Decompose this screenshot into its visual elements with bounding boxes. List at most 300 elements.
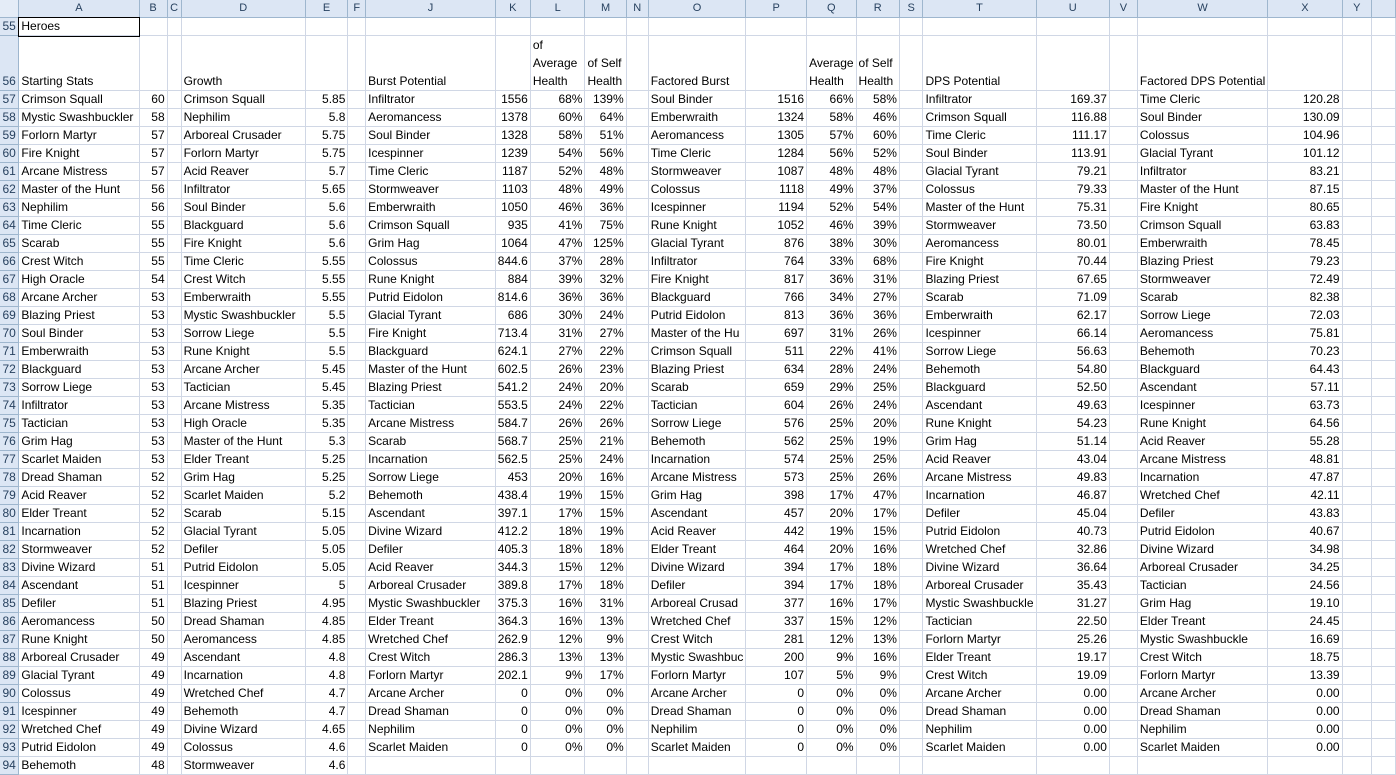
cell[interactable]	[1109, 469, 1137, 487]
hero-name-cell[interactable]: Elder Treant	[366, 613, 496, 631]
cell[interactable]	[348, 235, 366, 253]
hero-name-cell[interactable]: Crimson Squall	[181, 91, 305, 109]
cell[interactable]	[167, 595, 181, 613]
burst-value-cell[interactable]: 686	[495, 307, 530, 325]
cell[interactable]	[167, 703, 181, 721]
hero-name-cell[interactable]: Time Cleric	[181, 253, 305, 271]
factored-burst-value-cell[interactable]: 576	[746, 415, 807, 433]
hero-name-cell[interactable]: Blackguard	[923, 379, 1036, 397]
cell[interactable]	[1268, 18, 1342, 36]
burst-value-cell[interactable]	[495, 757, 530, 775]
percent-self-health-cell[interactable]: 0%	[585, 685, 626, 703]
percent-self-health-cell[interactable]: 0%	[856, 739, 899, 757]
cell[interactable]	[899, 235, 923, 253]
hero-name-cell[interactable]: Rune Knight	[648, 217, 746, 235]
starting-stat-cell[interactable]: 54	[139, 271, 167, 289]
growth-value-cell[interactable]: 4.8	[305, 649, 348, 667]
cell[interactable]	[1342, 649, 1371, 667]
growth-value-cell[interactable]: 5.75	[305, 145, 348, 163]
hero-name-cell[interactable]: Dread Shaman	[366, 703, 496, 721]
hero-name-cell[interactable]: Arcane Mistress	[1137, 451, 1267, 469]
cell[interactable]	[626, 523, 648, 541]
growth-value-cell[interactable]: 5.35	[305, 415, 348, 433]
factored-burst-value-cell[interactable]: 604	[746, 397, 807, 415]
column-header-x[interactable]: X	[1268, 0, 1342, 18]
growth-value-cell[interactable]: 5.7	[305, 163, 348, 181]
factored-burst-value-cell[interactable]: 394	[746, 559, 807, 577]
cell[interactable]	[1342, 613, 1371, 631]
cell[interactable]	[899, 271, 923, 289]
row-header[interactable]: 56	[0, 36, 19, 91]
percent-self-health-cell[interactable]: 26%	[856, 325, 899, 343]
starting-stat-cell[interactable]: 55	[139, 217, 167, 235]
cell[interactable]	[1109, 721, 1137, 739]
percent-self-health-cell[interactable]: 36%	[585, 289, 626, 307]
cell[interactable]	[1109, 343, 1137, 361]
factored-burst-value-cell[interactable]: 764	[746, 253, 807, 271]
starting-stat-cell[interactable]: 49	[139, 703, 167, 721]
hero-name-cell[interactable]: Crest Witch	[923, 667, 1036, 685]
hero-name-cell[interactable]: Stormweaver	[923, 217, 1036, 235]
growth-value-cell[interactable]: 5.75	[305, 127, 348, 145]
growth-value-cell[interactable]: 5.6	[305, 235, 348, 253]
hero-name-cell[interactable]: Blazing Priest	[19, 307, 139, 325]
percent-avg-health-cell[interactable]: 18%	[530, 523, 585, 541]
hero-name-cell[interactable]: Dread Shaman	[648, 703, 746, 721]
cell[interactable]	[899, 289, 923, 307]
row-header[interactable]: 73	[0, 379, 19, 397]
percent-avg-health-cell[interactable]: 31%	[807, 325, 856, 343]
starting-stat-cell[interactable]: 53	[139, 343, 167, 361]
cell[interactable]	[1371, 685, 1395, 703]
cell[interactable]	[167, 199, 181, 217]
percent-avg-health-cell[interactable]: 49%	[807, 181, 856, 199]
row-header[interactable]: 89	[0, 667, 19, 685]
percent-avg-health-cell[interactable]: 0%	[807, 703, 856, 721]
hero-name-cell[interactable]: Mystic Swashbuckler	[19, 109, 139, 127]
row-header[interactable]: 68	[0, 289, 19, 307]
cell[interactable]	[899, 325, 923, 343]
hero-name-cell[interactable]: Scarab	[648, 379, 746, 397]
hero-name-cell[interactable]: Crimson Squall	[1137, 217, 1267, 235]
hero-name-cell[interactable]: Grim Hag	[648, 487, 746, 505]
dps-value-cell[interactable]: 35.43	[1036, 577, 1109, 595]
percent-self-health-cell[interactable]: 26%	[585, 415, 626, 433]
column-header-f[interactable]: F	[348, 0, 366, 18]
cell[interactable]	[167, 127, 181, 145]
hero-name-cell[interactable]: Fire Knight	[366, 325, 496, 343]
dps-value-cell[interactable]: 51.14	[1036, 433, 1109, 451]
percent-avg-health-cell[interactable]: 25%	[807, 415, 856, 433]
hero-name-cell[interactable]: Grim Hag	[923, 433, 1036, 451]
column-header-o[interactable]: O	[648, 0, 746, 18]
hero-name-cell[interactable]: Acid Reaver	[648, 523, 746, 541]
cell[interactable]	[167, 361, 181, 379]
cell[interactable]	[1371, 703, 1395, 721]
dps-value-cell[interactable]: 0.00	[1036, 739, 1109, 757]
dps-value-cell[interactable]: 79.33	[1036, 181, 1109, 199]
cell[interactable]	[348, 397, 366, 415]
factored-burst-value-cell[interactable]: 0	[746, 703, 807, 721]
hero-name-cell[interactable]: Icespinner	[19, 703, 139, 721]
dps-value-cell[interactable]: 62.17	[1036, 307, 1109, 325]
hero-name-cell[interactable]: Soul Binder	[181, 199, 305, 217]
cell[interactable]	[899, 595, 923, 613]
hero-name-cell[interactable]: Time Cleric	[1137, 91, 1267, 109]
percent-self-health-cell[interactable]: 68%	[856, 253, 899, 271]
hero-name-cell[interactable]: Aeromancess	[19, 613, 139, 631]
hero-name-cell[interactable]: Forlorn Martyr	[1137, 667, 1267, 685]
hero-name-cell[interactable]: Dread Shaman	[19, 469, 139, 487]
hero-name-cell[interactable]: Icespinner	[181, 577, 305, 595]
cell[interactable]	[1371, 595, 1395, 613]
row-header[interactable]: 62	[0, 181, 19, 199]
cell[interactable]	[1109, 631, 1137, 649]
percent-self-health-cell[interactable]: 39%	[856, 217, 899, 235]
percent-self-health-cell[interactable]: 19%	[585, 523, 626, 541]
factored-dps-value-cell[interactable]: 57.11	[1268, 379, 1342, 397]
cell[interactable]	[348, 613, 366, 631]
percent-avg-health-cell[interactable]: 36%	[530, 289, 585, 307]
cell[interactable]	[1371, 397, 1395, 415]
factored-dps-value-cell[interactable]: 0.00	[1268, 685, 1342, 703]
cell[interactable]	[139, 18, 167, 36]
hero-name-cell[interactable]: Scarab	[1137, 289, 1267, 307]
starting-stat-cell[interactable]: 52	[139, 505, 167, 523]
percent-self-health-cell[interactable]: 49%	[585, 181, 626, 199]
factored-burst-value-cell[interactable]: 574	[746, 451, 807, 469]
column-header-d[interactable]: D	[181, 0, 305, 18]
cell[interactable]	[181, 18, 305, 36]
cell[interactable]	[167, 541, 181, 559]
cell[interactable]	[167, 667, 181, 685]
cell[interactable]	[167, 757, 181, 775]
cell[interactable]	[1109, 361, 1137, 379]
hero-name-cell[interactable]	[648, 757, 746, 775]
cell[interactable]	[626, 685, 648, 703]
burst-value-cell[interactable]: 1187	[495, 163, 530, 181]
cell[interactable]	[1342, 379, 1371, 397]
column-header-l[interactable]: L	[530, 0, 585, 18]
hero-name-cell[interactable]: Infiltrator	[181, 181, 305, 199]
hero-name-cell[interactable]: Time Cleric	[648, 145, 746, 163]
percent-self-health-cell[interactable]: 22%	[585, 343, 626, 361]
starting-stat-cell[interactable]: 49	[139, 649, 167, 667]
cell[interactable]	[1109, 739, 1137, 757]
factored-burst-value-cell[interactable]: 1305	[746, 127, 807, 145]
cell[interactable]	[167, 253, 181, 271]
percent-avg-health-cell[interactable]: 46%	[530, 199, 585, 217]
percent-self-health-cell[interactable]: 13%	[585, 613, 626, 631]
dps-value-cell[interactable]: 56.63	[1036, 343, 1109, 361]
cell[interactable]	[1342, 397, 1371, 415]
factored-dps-value-cell[interactable]: 18.75	[1268, 649, 1342, 667]
hero-name-cell[interactable]: Infiltrator	[1137, 163, 1267, 181]
cell[interactable]	[167, 577, 181, 595]
burst-value-cell[interactable]: 405.3	[495, 541, 530, 559]
hero-name-cell[interactable]: Elder Treant	[181, 451, 305, 469]
percent-self-health-cell[interactable]: 60%	[856, 127, 899, 145]
cell[interactable]	[348, 433, 366, 451]
hero-name-cell[interactable]: Scarab	[366, 433, 496, 451]
burst-value-cell[interactable]: 0	[495, 685, 530, 703]
hero-name-cell[interactable]: Blazing Priest	[181, 595, 305, 613]
hero-name-cell[interactable]: Emberwraith	[1137, 235, 1267, 253]
cell[interactable]	[348, 523, 366, 541]
percent-avg-health-cell[interactable]: 31%	[530, 325, 585, 343]
starting-stat-cell[interactable]: 57	[139, 127, 167, 145]
percent-avg-health-cell[interactable]: 47%	[530, 235, 585, 253]
burst-value-cell[interactable]: 624.1	[495, 343, 530, 361]
header-cell-a[interactable]: Starting Stats	[19, 36, 139, 91]
factored-burst-value-cell[interactable]: 394	[746, 577, 807, 595]
hero-name-cell[interactable]: Nephilim	[923, 721, 1036, 739]
factored-dps-value-cell[interactable]: 130.09	[1268, 109, 1342, 127]
percent-avg-health-cell[interactable]: 26%	[530, 361, 585, 379]
hero-name-cell[interactable]: Tactician	[648, 397, 746, 415]
percent-avg-health-cell[interactable]: 46%	[807, 217, 856, 235]
factored-burst-value-cell[interactable]: 813	[746, 307, 807, 325]
cell[interactable]	[899, 127, 923, 145]
percent-avg-health-cell[interactable]: 66%	[807, 91, 856, 109]
cell[interactable]	[1342, 343, 1371, 361]
header-cell-q[interactable]: Average Health	[807, 36, 856, 91]
factored-dps-value-cell[interactable]: 83.21	[1268, 163, 1342, 181]
percent-self-health-cell[interactable]: 18%	[585, 577, 626, 595]
percent-avg-health-cell[interactable]: 24%	[530, 397, 585, 415]
cell[interactable]	[1371, 289, 1395, 307]
cell[interactable]	[1109, 145, 1137, 163]
growth-value-cell[interactable]: 5.3	[305, 433, 348, 451]
factored-dps-value-cell[interactable]: 34.98	[1268, 541, 1342, 559]
hero-name-cell[interactable]: Infiltrator	[923, 91, 1036, 109]
row-header[interactable]: 76	[0, 433, 19, 451]
cell[interactable]	[1109, 18, 1137, 36]
hero-name-cell[interactable]: Crest Witch	[648, 631, 746, 649]
factored-dps-value-cell[interactable]: 40.67	[1268, 523, 1342, 541]
starting-stat-cell[interactable]: 49	[139, 721, 167, 739]
growth-value-cell[interactable]: 5.5	[305, 325, 348, 343]
hero-name-cell[interactable]: Scarab	[923, 289, 1036, 307]
hero-name-cell[interactable]: Behemoth	[923, 361, 1036, 379]
row-header[interactable]: 83	[0, 559, 19, 577]
cell[interactable]	[167, 649, 181, 667]
hero-name-cell[interactable]: Defiler	[181, 541, 305, 559]
percent-self-health-cell[interactable]: 41%	[856, 343, 899, 361]
dps-value-cell[interactable]: 111.17	[1036, 127, 1109, 145]
percent-self-health-cell[interactable]: 36%	[856, 307, 899, 325]
hero-name-cell[interactable]: Tactician	[923, 613, 1036, 631]
starting-stat-cell[interactable]: 51	[139, 559, 167, 577]
cell[interactable]	[1371, 18, 1395, 36]
factored-burst-value-cell[interactable]: 562	[746, 433, 807, 451]
growth-value-cell[interactable]: 5	[305, 577, 348, 595]
cell[interactable]	[626, 271, 648, 289]
cell[interactable]	[1371, 271, 1395, 289]
row-header[interactable]: 75	[0, 415, 19, 433]
row-header[interactable]: 87	[0, 631, 19, 649]
growth-value-cell[interactable]: 5.15	[305, 505, 348, 523]
cell[interactable]	[899, 577, 923, 595]
cell[interactable]	[626, 667, 648, 685]
percent-avg-health-cell[interactable]	[530, 757, 585, 775]
column-header-t[interactable]: T	[923, 0, 1036, 18]
cell[interactable]	[348, 127, 366, 145]
hero-name-cell[interactable]: Glacial Tyrant	[181, 523, 305, 541]
hero-name-cell[interactable]: Stormweaver	[648, 163, 746, 181]
cell[interactable]	[1371, 739, 1395, 757]
factored-dps-value-cell[interactable]: 70.23	[1268, 343, 1342, 361]
percent-self-health-cell[interactable]: 19%	[856, 433, 899, 451]
cell[interactable]	[899, 181, 923, 199]
dps-value-cell[interactable]: 52.50	[1036, 379, 1109, 397]
row-header[interactable]: 82	[0, 541, 19, 559]
hero-name-cell[interactable]: Time Cleric	[19, 217, 139, 235]
hero-name-cell[interactable]: Fire Knight	[19, 145, 139, 163]
cell[interactable]	[167, 631, 181, 649]
factored-dps-value-cell[interactable]: 16.69	[1268, 631, 1342, 649]
cell[interactable]	[899, 199, 923, 217]
cell[interactable]	[1371, 325, 1395, 343]
cell[interactable]	[1109, 487, 1137, 505]
dps-value-cell[interactable]: 40.73	[1036, 523, 1109, 541]
hero-name-cell[interactable]: Forlorn Martyr	[19, 127, 139, 145]
cell[interactable]	[1342, 703, 1371, 721]
percent-avg-health-cell[interactable]: 48%	[807, 163, 856, 181]
hero-name-cell[interactable]: Arcane Mistress	[181, 397, 305, 415]
factored-dps-value-cell[interactable]: 63.83	[1268, 217, 1342, 235]
column-header-v[interactable]: V	[1109, 0, 1137, 18]
cell[interactable]	[626, 415, 648, 433]
burst-value-cell[interactable]: 375.3	[495, 595, 530, 613]
cell[interactable]	[1342, 127, 1371, 145]
percent-self-health-cell[interactable]: 0%	[585, 721, 626, 739]
hero-name-cell[interactable]: Emberwraith	[648, 109, 746, 127]
cell[interactable]	[1371, 181, 1395, 199]
hero-name-cell[interactable]: Infiltrator	[19, 397, 139, 415]
percent-self-health-cell[interactable]: 12%	[856, 613, 899, 631]
starting-stat-cell[interactable]: 51	[139, 577, 167, 595]
percent-self-health-cell[interactable]: 58%	[856, 91, 899, 109]
burst-value-cell[interactable]: 286.3	[495, 649, 530, 667]
cell[interactable]	[626, 703, 648, 721]
cell[interactable]	[1342, 721, 1371, 739]
burst-value-cell[interactable]: 438.4	[495, 487, 530, 505]
hero-name-cell[interactable]: Blackguard	[181, 217, 305, 235]
starting-stat-cell[interactable]: 60	[139, 91, 167, 109]
cell[interactable]	[1342, 469, 1371, 487]
header-cell-l[interactable]: of Average Health	[530, 36, 585, 91]
cell[interactable]	[1109, 685, 1137, 703]
hero-name-cell[interactable]: Fire Knight	[923, 253, 1036, 271]
growth-value-cell[interactable]: 5.6	[305, 199, 348, 217]
burst-value-cell[interactable]: 389.8	[495, 577, 530, 595]
starting-stat-cell[interactable]: 53	[139, 397, 167, 415]
cell[interactable]	[1371, 757, 1395, 775]
cell[interactable]	[348, 199, 366, 217]
cell[interactable]	[1371, 127, 1395, 145]
hero-name-cell[interactable]: Acid Reaver	[923, 451, 1036, 469]
dps-value-cell[interactable]: 49.63	[1036, 397, 1109, 415]
hero-name-cell[interactable]: Arboreal Crusader	[923, 577, 1036, 595]
percent-avg-health-cell[interactable]: 25%	[530, 451, 585, 469]
dps-value-cell[interactable]	[1036, 757, 1109, 775]
percent-avg-health-cell[interactable]: 25%	[530, 433, 585, 451]
hero-name-cell[interactable]: Blackguard	[19, 361, 139, 379]
hero-name-cell[interactable]: Ascendant	[181, 649, 305, 667]
cell[interactable]	[899, 253, 923, 271]
cell[interactable]	[167, 343, 181, 361]
hero-name-cell[interactable]: Blackguard	[366, 343, 496, 361]
cell[interactable]	[1342, 361, 1371, 379]
cell[interactable]	[1109, 613, 1137, 631]
percent-self-health-cell[interactable]: 51%	[585, 127, 626, 145]
row-header[interactable]: 67	[0, 271, 19, 289]
hero-name-cell[interactable]: Incarnation	[19, 523, 139, 541]
starting-stat-cell[interactable]: 55	[139, 253, 167, 271]
factored-burst-value-cell[interactable]: 1118	[746, 181, 807, 199]
cell[interactable]	[1109, 379, 1137, 397]
percent-self-health-cell[interactable]: 9%	[856, 667, 899, 685]
percent-avg-health-cell[interactable]: 12%	[807, 631, 856, 649]
starting-stat-cell[interactable]: 53	[139, 451, 167, 469]
cell[interactable]	[746, 36, 807, 91]
hero-name-cell[interactable]: Ascendant	[1137, 379, 1267, 397]
starting-stat-cell[interactable]: 52	[139, 487, 167, 505]
cell[interactable]	[1109, 325, 1137, 343]
percent-self-health-cell[interactable]: 12%	[585, 559, 626, 577]
factored-dps-value-cell[interactable]: 0.00	[1268, 739, 1342, 757]
cell[interactable]	[626, 577, 648, 595]
cell[interactable]	[899, 541, 923, 559]
percent-self-health-cell[interactable]: 30%	[856, 235, 899, 253]
hero-name-cell[interactable]: Soul Binder	[19, 325, 139, 343]
percent-avg-health-cell[interactable]: 16%	[807, 595, 856, 613]
cell[interactable]	[626, 487, 648, 505]
hero-name-cell[interactable]: Scarlet Maiden	[1137, 739, 1267, 757]
hero-name-cell[interactable]: Forlorn Martyr	[181, 145, 305, 163]
cell[interactable]	[348, 739, 366, 757]
factored-dps-value-cell[interactable]: 63.73	[1268, 397, 1342, 415]
percent-self-health-cell[interactable]: 25%	[856, 451, 899, 469]
factored-dps-value-cell[interactable]: 120.28	[1268, 91, 1342, 109]
cell[interactable]	[348, 577, 366, 595]
hero-name-cell[interactable]: Mystic Swashbuc	[648, 649, 746, 667]
dps-value-cell[interactable]: 0.00	[1036, 685, 1109, 703]
cell[interactable]	[167, 451, 181, 469]
hero-name-cell[interactable]: Nephilim	[366, 721, 496, 739]
cell[interactable]	[348, 271, 366, 289]
hero-name-cell[interactable]: Stormweaver	[181, 757, 305, 775]
percent-avg-health-cell[interactable]: 0%	[530, 721, 585, 739]
dps-value-cell[interactable]: 32.86	[1036, 541, 1109, 559]
cell[interactable]	[167, 487, 181, 505]
row-header[interactable]: 55	[0, 18, 19, 36]
cell[interactable]	[348, 361, 366, 379]
hero-name-cell[interactable]: Wretched Chef	[366, 631, 496, 649]
cell[interactable]	[1371, 307, 1395, 325]
factored-burst-value-cell[interactable]: 200	[746, 649, 807, 667]
percent-self-health-cell[interactable]: 21%	[585, 433, 626, 451]
percent-self-health-cell[interactable]: 0%	[585, 739, 626, 757]
percent-avg-health-cell[interactable]: 34%	[807, 289, 856, 307]
percent-self-health-cell[interactable]: 0%	[856, 685, 899, 703]
hero-name-cell[interactable]: Incarnation	[923, 487, 1036, 505]
growth-value-cell[interactable]: 5.25	[305, 451, 348, 469]
hero-name-cell[interactable]: Wretched Chef	[923, 541, 1036, 559]
hero-name-cell[interactable]: Emberwraith	[19, 343, 139, 361]
starting-stat-cell[interactable]: 58	[139, 109, 167, 127]
